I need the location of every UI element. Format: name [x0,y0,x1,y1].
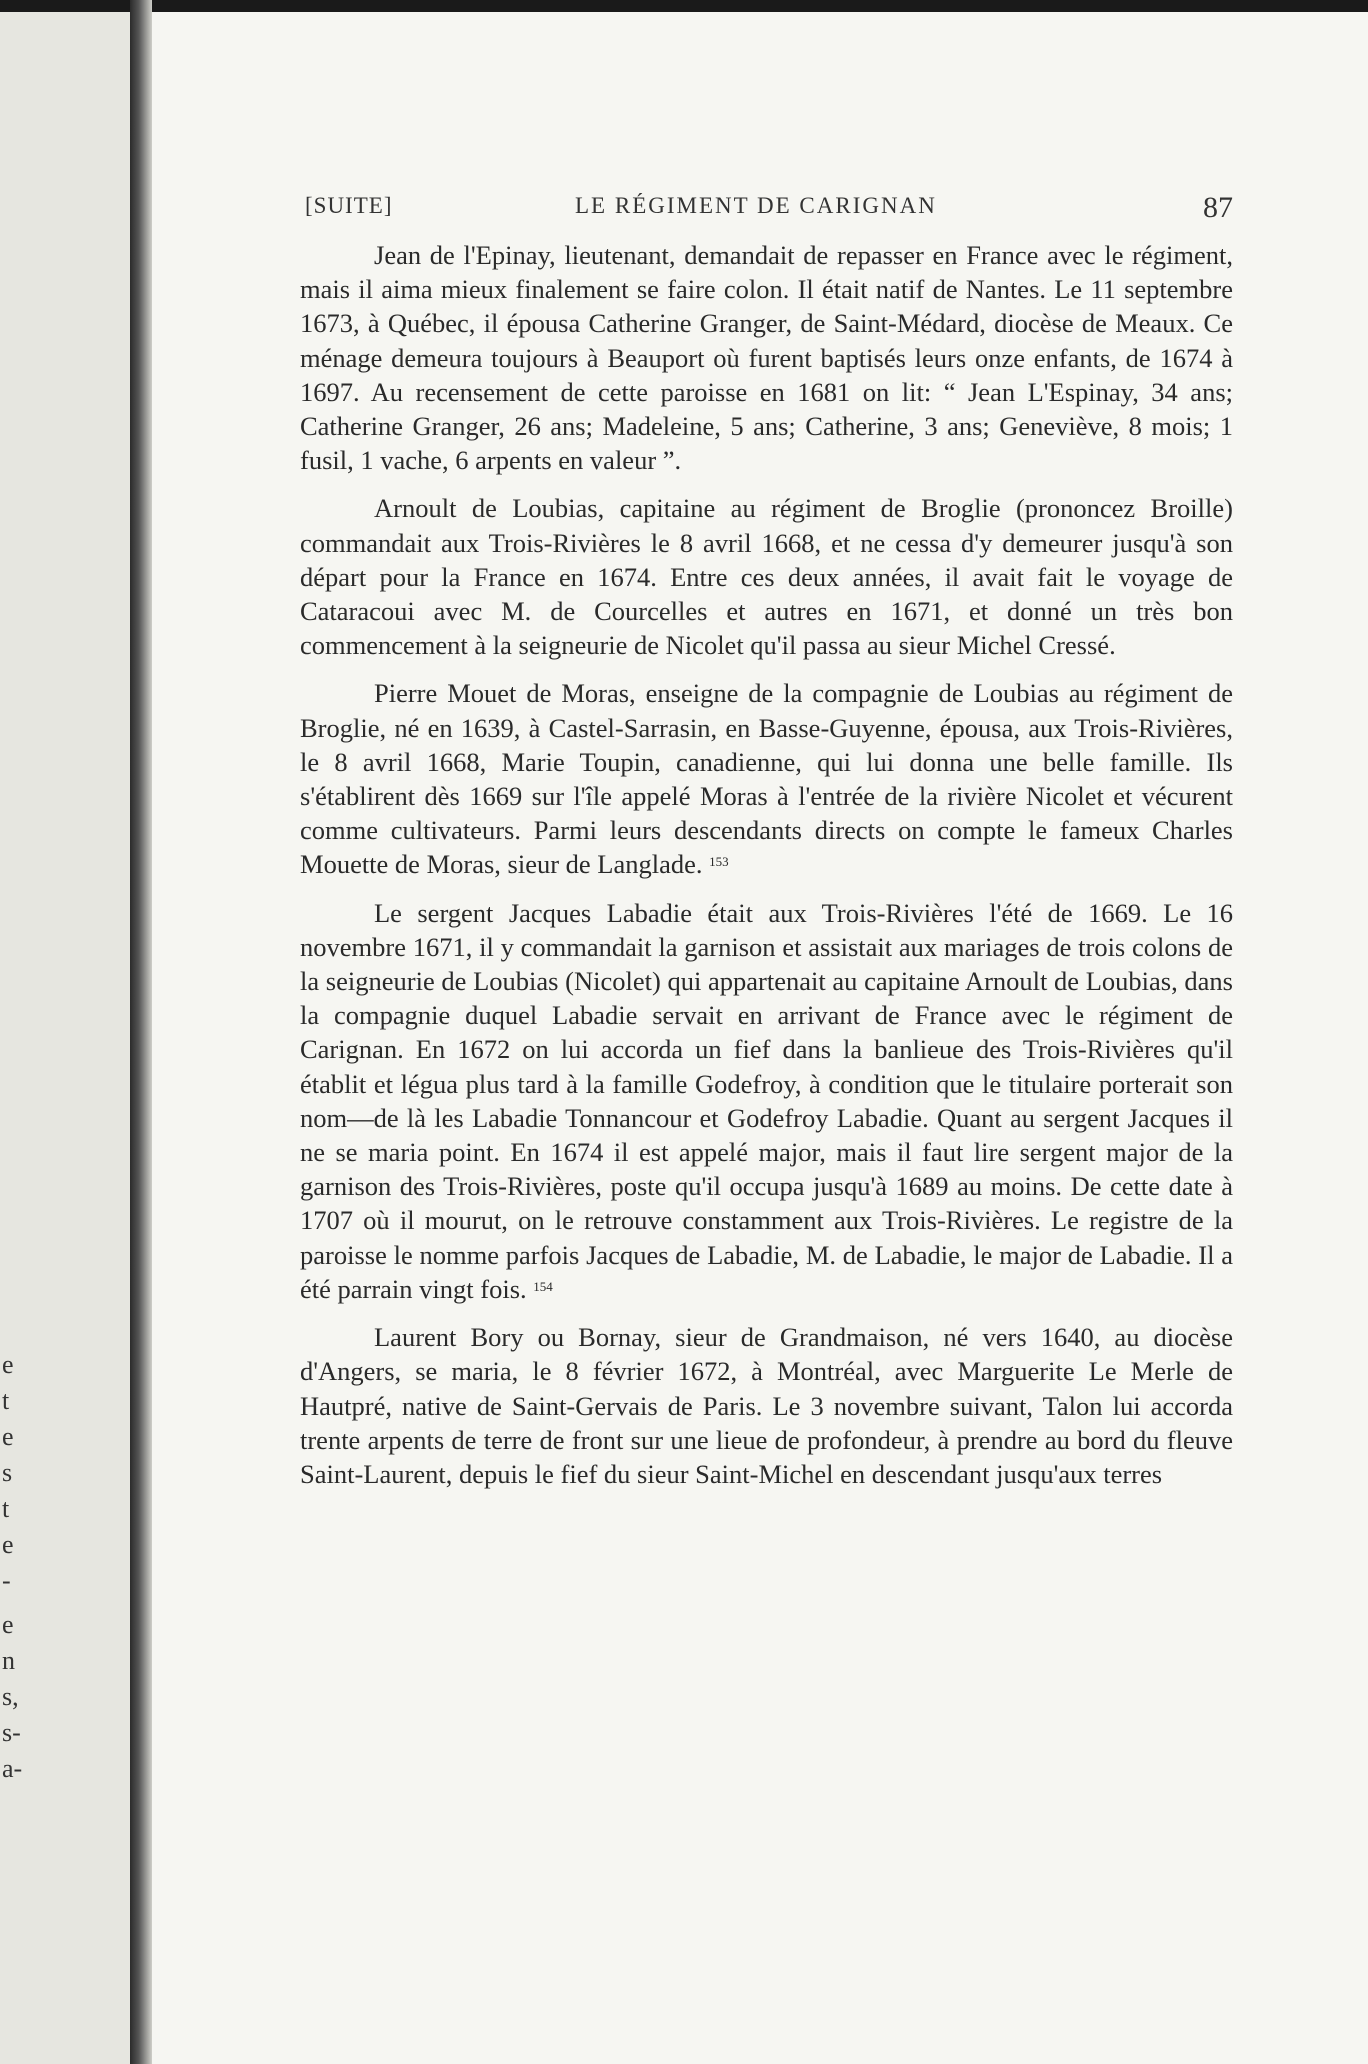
margin-fragment: e [2,1530,14,1559]
margin-fragment: n [2,1646,15,1675]
footnote-ref: 153 [709,854,729,870]
paragraph [300,491,1233,662]
margin-fragment: s [2,1458,13,1487]
margin-fragment: a- [2,1754,23,1783]
paragraph [300,1320,1233,1491]
header-section-label: [SUITE] [305,193,393,218]
facing-page-edge [0,12,130,2064]
margin-fragment: t [2,1494,10,1523]
margin-fragment: e [2,1610,14,1639]
margin-fragment: - [2,1566,11,1595]
paragraph [300,238,1233,477]
margin-fragment: e [2,1350,14,1379]
running-header [305,193,1233,233]
margin-fragment: e [2,1422,14,1451]
margin-fragment: s- [2,1718,21,1747]
paragraph-text: Arnoult de Loubias, capitaine au régiment de Broglie (prononcez Broille) commandait aux Trois-Rivières le 8 avril 1668, et ne cessa d'y demeurer jusqu'à son départ pour la France en 1674. Entre ces deux années, il avait fait le voyage de Cataracoui avec M. de Courcelles et autres en 1671, et donné un très bon commencement à la seigneurie de Nicolet qu'il passa au sieur Michel Cressé. [300,493,1233,661]
page-number: 87 [1203,191,1233,224]
paragraph-text: Pierre Mouet de Moras, enseigne de la compagnie de Loubias au régiment de Broglie, né en 1639, à Castel-Sarrasin, en Basse-Guyenne, épousa, aux Trois-Rivières, le 8 avril 1668, Marie Toupin, canadienne, qui lui donna une belle famille. Ils s'établirent dès 1669 sur l'île appelé Moras à l'entrée de la rivière Nicolet et vécurent comme cultivateurs. Parmi leurs descendants directs on compte le fameux Charles Mouette de Moras, sieur de Langlade. [300,678,1233,880]
paragraph [300,676,1233,881]
paragraph [300,896,1233,1306]
scan-top-border [0,0,1368,12]
header-title: LE RÉGIMENT DE CARIGNAN [575,193,937,218]
body-text [300,238,1233,1491]
footnote-ref: 154 [533,1278,553,1294]
paragraph-text: Jean de l'Epinay, lieutenant, demandait de repasser en France avec le régiment, mais il aima mieux finalement se faire colon. Il était natif de Nantes. Le 11 septembre 1673, à Québec, il épousa Catherine Granger, de Saint-Médard, diocèse de Meaux. Ce ménage demeura toujours à Beauport où furent baptisés leurs onze enfants, de 1674 à 1697. Au recensement de cette paroisse en 1681 on lit: “ Jean L'Espinay, 34 ans; Catherine Granger, 26 ans; Madeleine, 5 ans; Catherine, 3 ans; Geneviève, 8 mois; 1 fusil, 1 vache, 6 arpents en valeur ”. [300,240,1233,476]
margin-fragment: t [2,1386,10,1415]
paragraph-text: Le sergent Jacques Labadie était aux Trois-Rivières l'été de 1669. Le 16 novembre 1671, il y commandait la garnison et assistait aux mariages de trois colons de la seigneurie de Loubias (Nicolet) qui appartenait au capitaine Arnoult de Loubias, dans la compagnie duquel Labadie servait en arrivant de France avec le régiment de Carignan. En 1672 on lui accorda un fief dans la banlieue des Trois-Rivières qu'il établit et légua plus tard à la famille Godefroy, à condition que le titulaire porterait son nom—de là les Labadie Tonnancour et Godefroy Labadie. Quant au sergent Jacques il ne se maria point. En 1674 il est appelé major, mais il faut lire sergent major de la garnison des Trois-Rivières, poste qu'il occupa jusqu'à 1689 au moins. De cette date à 1707 où il mourut, on le retrouve constamment aux Trois-Rivières. Le registre de la paroisse le nomme parfois Jacques de Labadie, M. de Labadie, le major de Labadie. Il a été parrain vingt fois. [300,897,1233,1304]
margin-fragment: s, [2,1682,19,1711]
paragraph-text: Laurent Bory ou Bornay, sieur de Grandmaison, né vers 1640, au diocèse d'Angers, se maria, le 8 février 1672, à Montréal, avec Marguerite Le Merle de Hautpré, native de Saint-Gervais de Paris. Le 3 novembre suivant, Talon lui accorda trente arpents de terre de front sur une lieue de profondeur, à prendre au bord du fleuve Saint-Laurent, depuis le fief du sieur Saint-Michel en descendant jusqu'aux terres [300,1322,1233,1489]
book-gutter [130,0,152,2064]
